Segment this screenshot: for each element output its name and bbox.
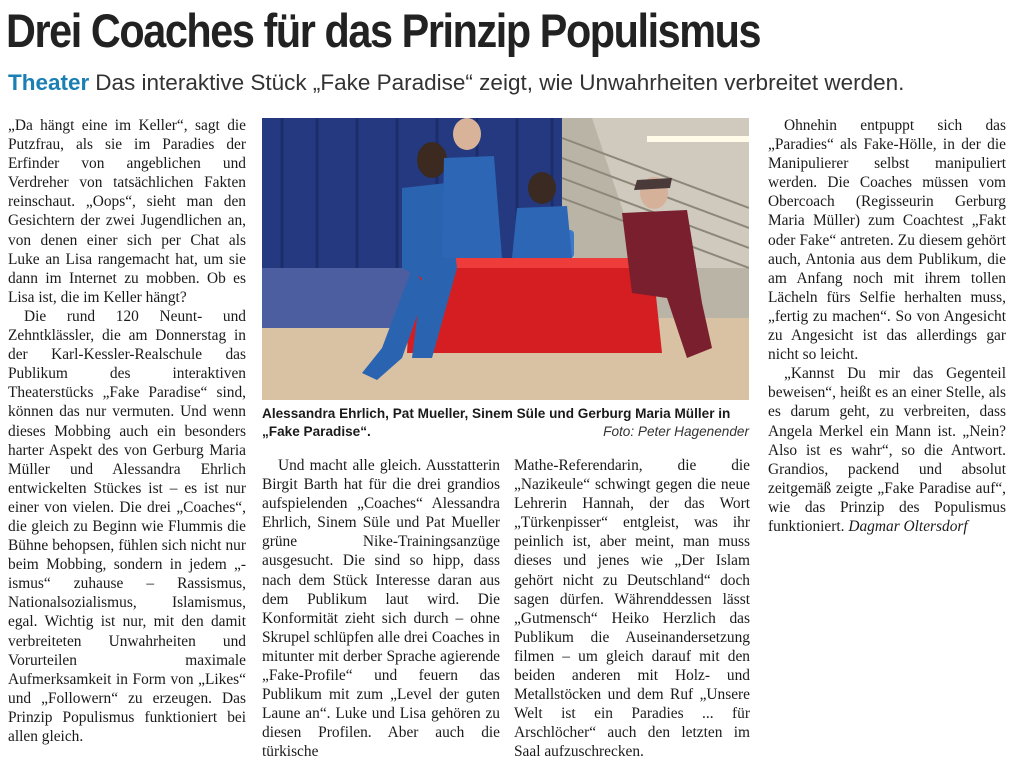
paragraph: Und macht alle gleich. Ausstatterin Birgit Barth hat für die drei grandios aufspielenden „Coaches“ Alessandra Ehrlich, Sinem Süle und Pat Mueller grüne Nike-Trainingsanzüge ausgesucht. Die sind so hipp, dass nach dem Stück Interesse daran aus dem Publikum laut wird. Die Konformität zieht sich durch – ohne Skrupel schlüpfen alle drei Coaches in mitunter mit derber Sprache agierende „Fake-Profile“ und feuern das Publikum mit zum „Level der guten Laune an“. Luke und Lisa gehören zu diesen Profilen. Aber auch die türkische xyxy=(262,457,500,761)
article-column-3 xyxy=(514,456,750,762)
paragraph: Ohnehin entpuppt sich das „Paradies“ als Fake-Hölle, in der die Manipulierer selbst manipuliert werden. Die Coaches müssen vom Obercoach (Regisseurin Gerburg Maria Müller) zum Coachtest „Fakt oder Fake“ antreten. Zu diesem gehört auch, Antonia aus dem Publikum, die am Anfang noch mit ihrem tollen Lächeln fürs Selfie herhalten muss, „fertig zu machen“. So von Angesicht zu Angesicht ist das allerdings gar nicht so leicht. xyxy=(768,117,1006,364)
section-kicker: Theater xyxy=(8,70,90,95)
headline: Drei Coaches für das Prinzip Populismus xyxy=(6,4,761,57)
author-byline: Dagmar Oltersdorf xyxy=(848,517,968,535)
article-photo xyxy=(262,118,749,400)
article-column-4 xyxy=(768,116,1006,536)
caption-text: Alessandra Ehrlich, Pat Mueller, Sinem Süle und Gerburg Maria Müller in „Fake Paradise“. xyxy=(262,406,731,439)
paragraph: Mathe-Referendarin, die die „Nazikeule“ schwingt gegen die neue Lehrerin Hannah, der das Wort „Türkenpisser“ entgleist, was ihr peinlich ist, aber meint, man muss dieses und jenes wie „Der Islam gehört nicht zu Deutschland“ doch sagen dürfen. Währenddessen lässt „Gutmensch“ Heiko Herzlich das Publikum die Auseinandersetzung filmen – um gleich darauf mit den beiden anderen mit Holz- und Metallstöcken und dem Ruf „Unsere Welt ist ein Paradies ... für Arschlöcher“ auch den letzten im Saal aufzuschrecken. xyxy=(514,457,750,761)
photo-caption xyxy=(262,405,749,441)
paragraph xyxy=(768,364,1006,536)
photo-credit: Foto: Peter Hagenender xyxy=(603,424,749,439)
subheadline-text: Das interaktive Stück „Fake Paradise“ zeigt, wie Unwahrheiten verbreitet werden. xyxy=(95,70,905,95)
paragraph: „Da hängt eine im Keller“, sagt die Putzfrau, als sie im Paradies der Erfinder von angeblichen und Verdreher von tatsächlichen Fakten reinschaut. „Oops“, sieht man den Gesichtern der zwei Jugendlichen an, von denen einer sich per Chat als Luke an Lisa rangemacht hat, um sie dann im Internet zu mobben. Ob es Lisa ist, die im Keller hängt? xyxy=(8,117,246,306)
article-column-1 xyxy=(8,116,246,746)
article-column-2 xyxy=(262,456,500,762)
subheadline xyxy=(8,68,1008,98)
paragraph: Die rund 120 Neunt- und Zehntklässler, die am Donnerstag in der Karl-Kessler-Realschule das Publikum des interaktiven Theaterstücks „Fake Paradise“ sind, können das nur vermuten. Und wenn dieses Mobbing auch ein besonders harter Aspekt des von Gerburg Maria Müller und Alessandra Ehrlich entwickelten Stückes ist – es ist nur einer von vielen. Die drei „Coaches“, die gleich zu Beginn wie Flummis die Bühne behopsen, fühlen sich nicht nur beim Mobbing, sondern in jedem „-ismus“ zuhause – Rassismus, Nationalsozialismus, Islamismus, egal. Wichtig ist nur, mit den damit verbreiteten Unwahrheiten und Vorurteilen maximale Aufmerksamkeit in Form von „Likes“ und „Followern“ zu erzeugen. Das Prinzip Populismus funktioniert bei allen gleich. xyxy=(8,307,246,745)
paragraph-text: „Kannst Du mir das Gegenteil beweisen“, heißt es an einer Stelle, als es darum geht, zu verbreiten, dass Angela Merkel ein Mann ist. „Nein? Also ist es wahr“, so die Antwort. Grandios, packend und absolut zeitgemäß zeigte „Fake Paradise auf“, wie das Prinzip des Populismus funktioniert. xyxy=(768,365,1006,535)
